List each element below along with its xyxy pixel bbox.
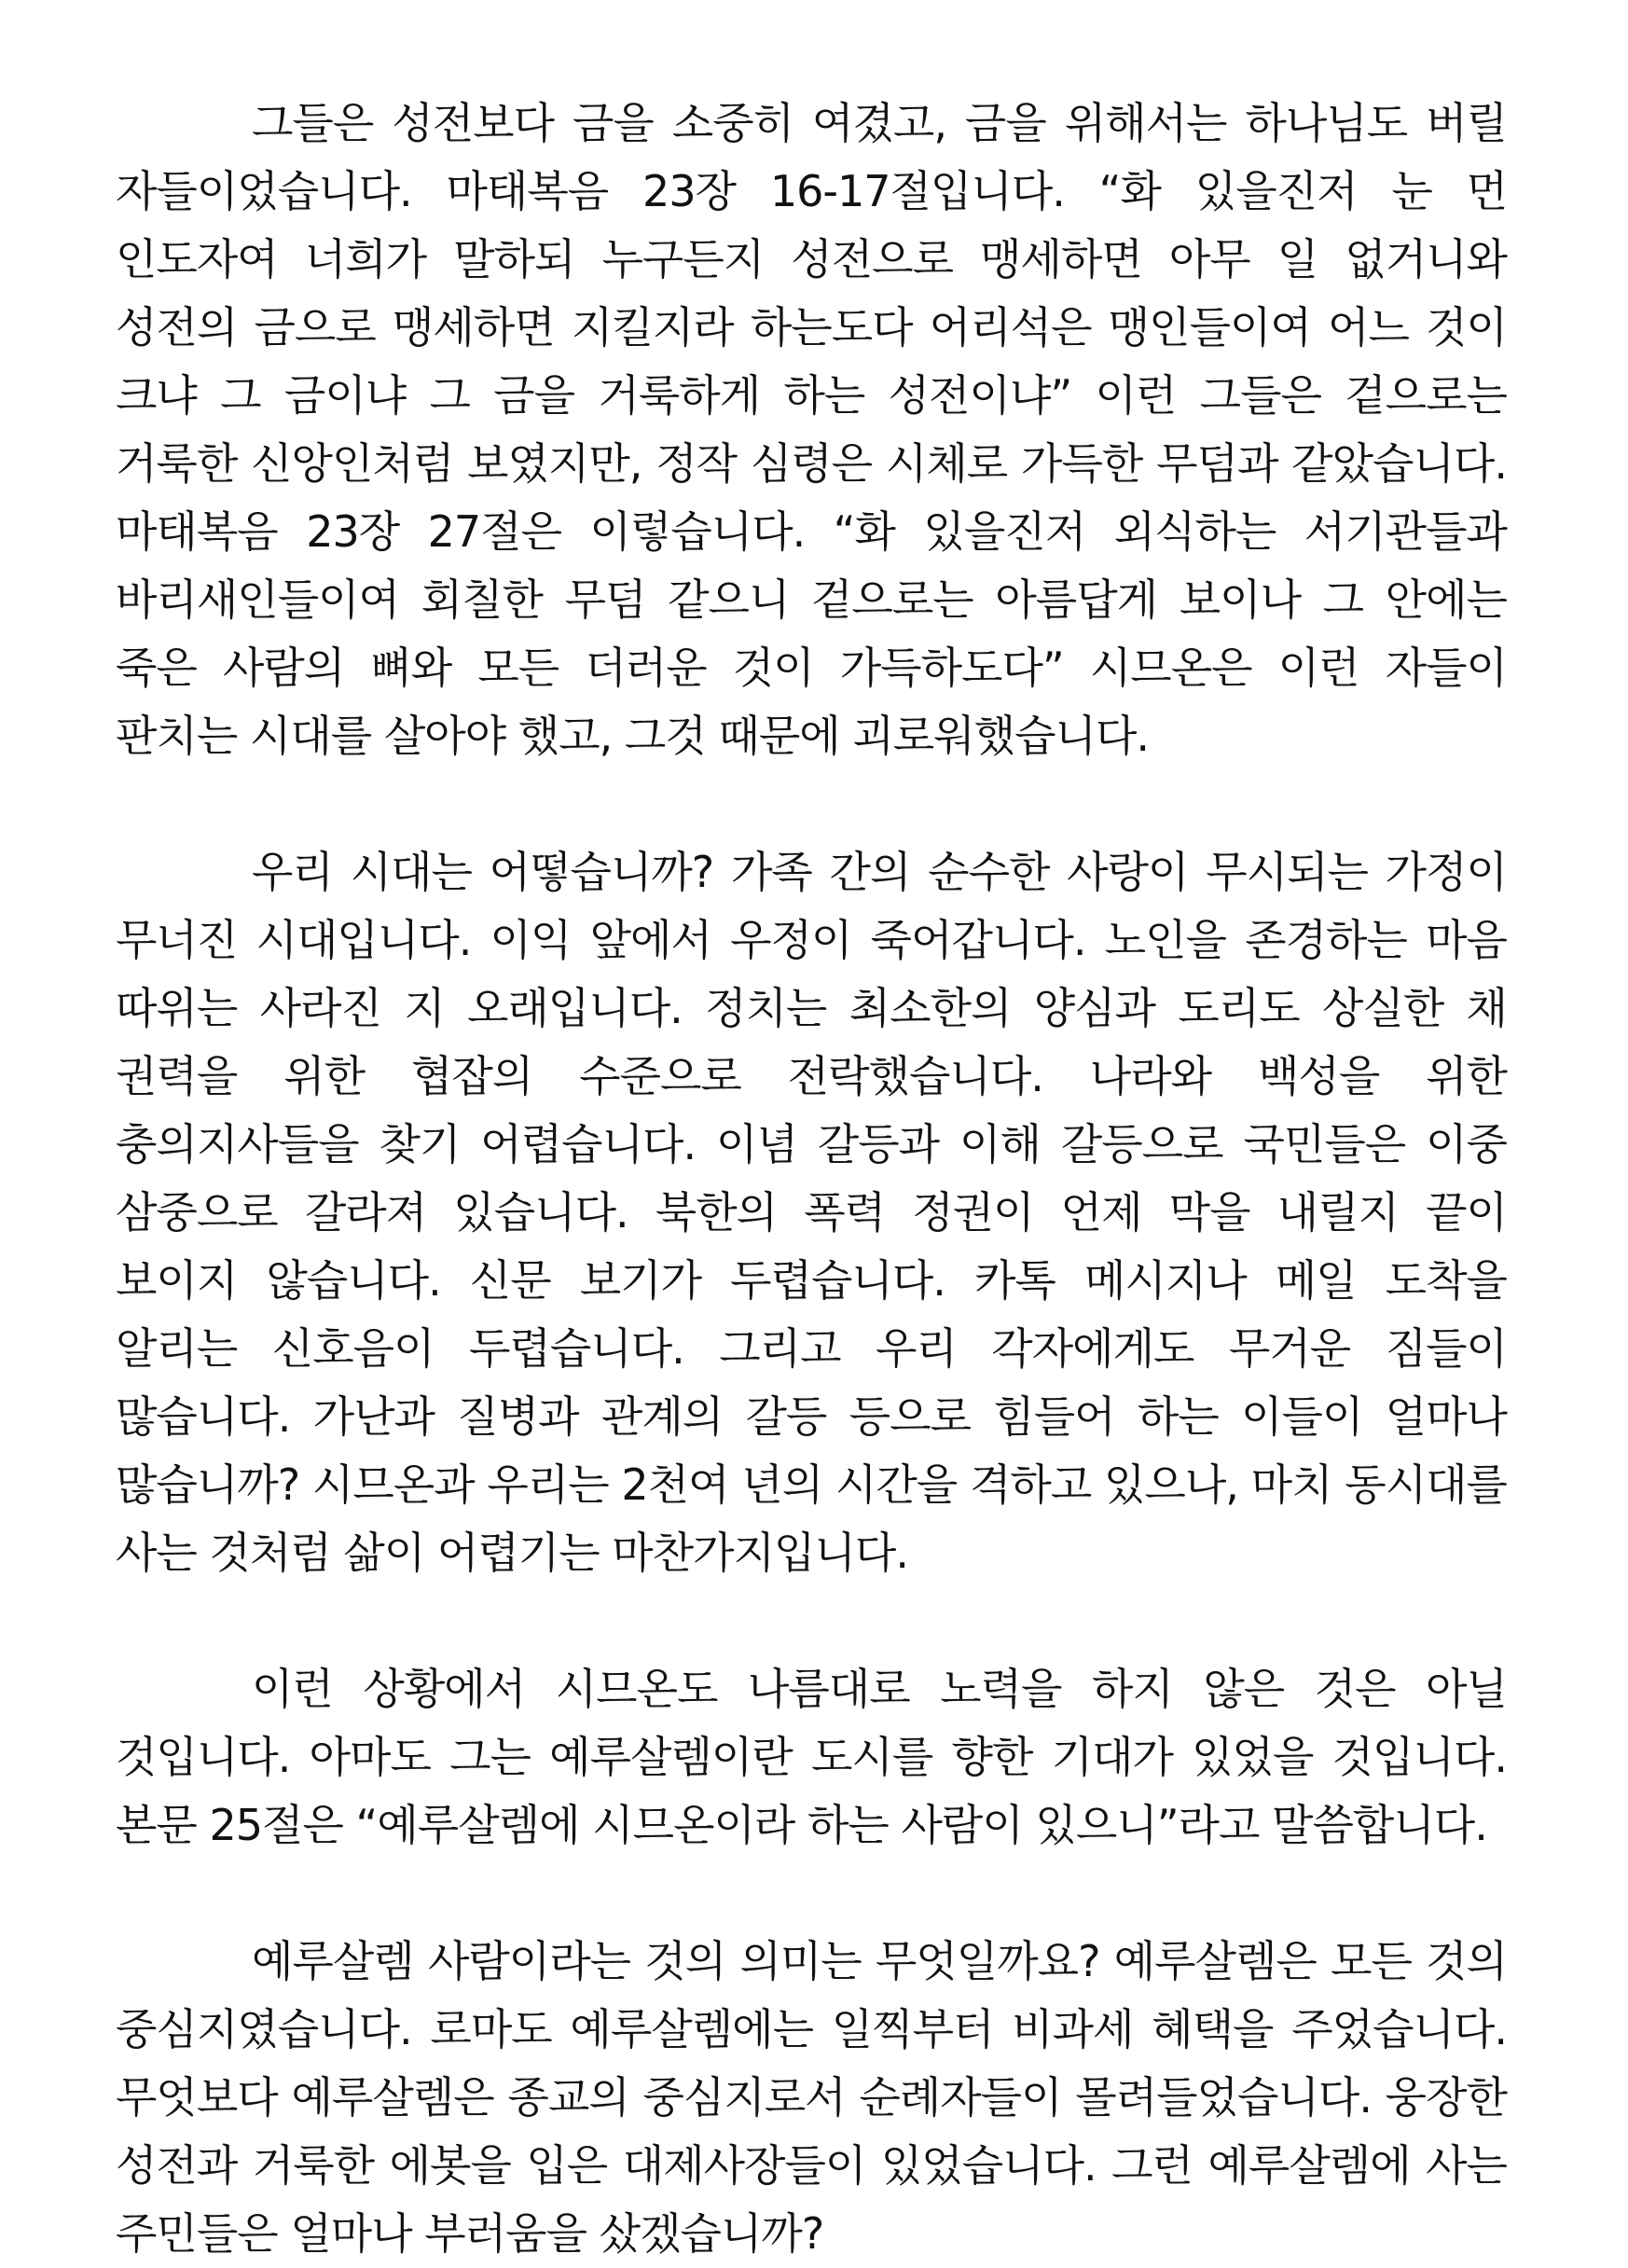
paragraph-2: 우리 시대는 어떻습니까? 가족 간의 순수한 사랑이 무시되는 가정이 무너진 시대입니다. 이익 앞에서 우정이 죽어갑니다. 노인을 존경하는 마음 따위는 사라진 지 오래입니다. 정치는 최소한의 양심과 도리도 상실한 채 권력을 위한 협잡의 수준으로 전락했습니다. 나라와 백성을 위한 충의지사들을 찾기 어렵습니다. 이념 갈등과 이해 갈등으로 국민들은 이중 삼중으로 갈라져 있습니다. 북한의 폭력 정권이 언제 막을 내릴지 끝이 보이지 않습니다. 신문 보기가 두렵습니다. 카톡 메시지나 메일 도착을 알리는 신호음이 두렵습니다. 그리고 우리 각자에게도 무거운 짐들이 많습니다. 가난과 질병과 관계의 갈등 등으로 힘들어 하는 이들이 얼마나 많습니까? 시므온과 우리는 2천여 년의 시간을 격하고 있으나, 마치 동시대를 사는 것처럼 삶이 어렵기는 마찬가지입니다. <box>116 847 1507 1578</box>
paragraph-1: 그들은 성전보다 금을 소중히 여겼고, 금을 위해서는 하나님도 버릴 자들이었습니다. 마태복음 23장 16-17절입니다. “화 있을진저 눈 먼 인도자여 너희가 말하되 누구든지 성전으로 맹세하면 아무 일 없거니와 성전의 금으로 맹세하면 지킬지라 하는도다 어리석은 맹인들이여 어느 것이 크냐 그 금이냐 그 금을 거룩하게 하는 성전이냐” 이런 그들은 겉으로는 거룩한 신앙인처럼 보였지만, 정작 심령은 시체로 가득한 무덤과 같았습니다. 마태복음 23장 27절은 이렇습니다. “화 있을진저 외식하는 서기관들과 바리새인들이여 회칠한 무덤 같으니 겉으로는 아름답게 보이나 그 안에는 죽은 사람의 뼈와 모든 더러운 것이 가득하도다” 시므온은 이런 자들이 판치는 시대를 살아야 했고, 그것 때문에 괴로워했습니다. <box>116 98 1507 761</box>
paragraph-4: 예루살렘 사람이라는 것의 의미는 무엇일까요? 예루살렘은 모든 것의 중심지였습니다. 로마도 예루살렘에는 일찍부터 비과세 혜택을 주었습니다. 무엇보다 예루살렘은 종교의 중심지로서 순례자들이 몰려들었습니다. 웅장한 성전과 거룩한 에봇을 입은 대제사장들이 있었습니다. 그런 예루살렘에 사는 주민들은 얼마나 부러움을 샀겠습니까? <box>116 1936 1507 2259</box>
document-page <box>116 90 1507 2268</box>
paragraph-3: 이런 상황에서 시므온도 나름대로 노력을 하지 않은 것은 아닐 것입니다. 아마도 그는 예루살렘이란 도시를 향한 기대가 있었을 것입니다. 본문 25절은 “예루살렘에 시므온이라 하는 사람이 있으니”라고 말씀합니다. <box>116 1664 1507 1850</box>
